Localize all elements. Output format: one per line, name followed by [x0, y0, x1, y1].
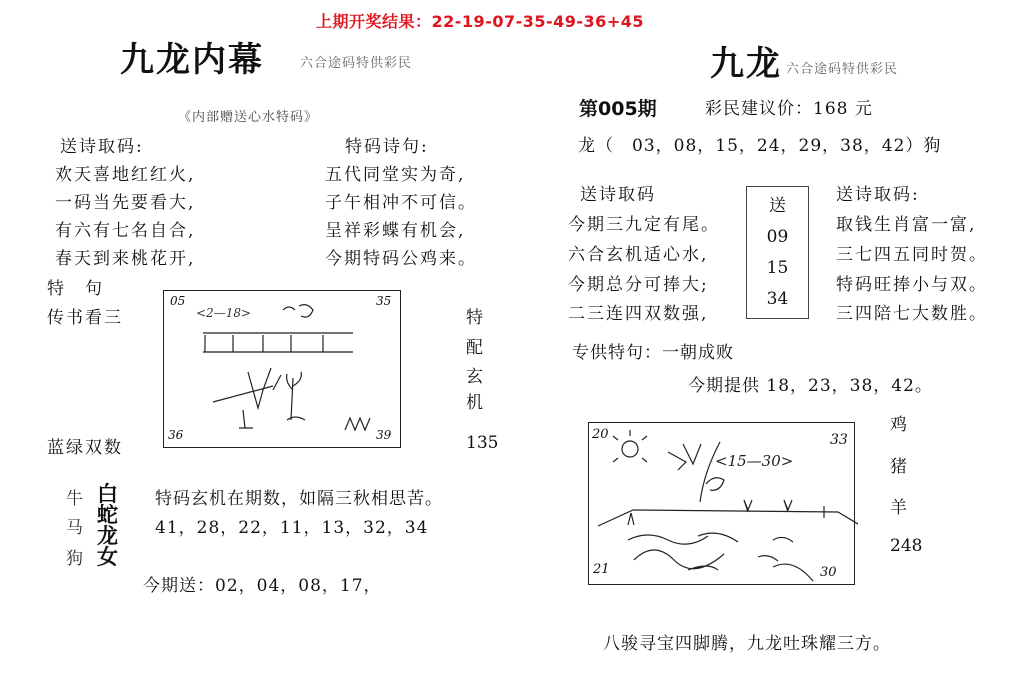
special-phrase: 传书看三	[47, 308, 123, 328]
right-subtitle: 六合途码特供彩民	[786, 62, 899, 77]
drawing-corner-br: 39	[376, 428, 392, 442]
right-title: 九龙	[710, 44, 782, 84]
special-poem-line: 子午相冲不可信。	[325, 193, 477, 213]
drawing-annotation: <15—30>	[715, 452, 794, 470]
zodiac-col2-char: 女	[97, 544, 118, 569]
issue-number: 第005期	[579, 98, 657, 120]
left-subtitle: 六合途码特供彩民	[300, 56, 413, 71]
drawing-corner-tl: 20	[592, 427, 609, 442]
side-vertical-char: 羊	[890, 498, 909, 518]
special-poem-line: 五代同堂实为奇,	[325, 165, 466, 185]
send-poem-heading: 送诗取码:	[60, 137, 144, 157]
right-poem-left-line: 二三连四双数强,	[568, 304, 709, 324]
price: 彩民建议价：168 元	[705, 99, 873, 119]
left-section-title: 《内部赠送心水特码》	[178, 110, 319, 125]
zodiac-col1-char: 牛	[66, 489, 85, 509]
right-poem-right-line: 特码旺捧小与双。	[836, 275, 988, 295]
last-result-numbers: 22-19-07-35-49-36+45	[431, 12, 644, 31]
zodiac-col2-char: 龙	[97, 523, 118, 548]
range-line: 龙（ 03，08，15，24，29，38，42）狗	[578, 136, 942, 156]
drawing-corner-tl: 05	[170, 294, 186, 308]
side-number: 135	[466, 433, 499, 453]
right-poem-left-line: 今期总分可捧大;	[568, 275, 709, 295]
drawing-corner-tr: 35	[376, 294, 392, 308]
send-poem-line: 有六有七名自合,	[55, 221, 196, 241]
special-phrase-label: 特 句	[47, 279, 104, 299]
numbers-line: 41，28，22，11，13，32，34	[155, 518, 429, 538]
zodiac-col1-char: 马	[66, 518, 85, 538]
send-box-number: 15	[766, 258, 789, 278]
this-issue-send: 今期送：02，04，08，17，	[143, 576, 382, 596]
last-result-label: 上期开奖结果：	[316, 12, 432, 31]
zodiac-col2-char: 蛇	[97, 502, 118, 527]
drawing-corner-tr: 33	[830, 432, 848, 448]
color-hint: 蓝绿双数	[47, 438, 123, 458]
closing-verse: 八骏寻宝四脚腾，九龙吐珠耀三方。	[603, 634, 891, 654]
this-issue-offer: 今期提供 18，23，38，42。	[688, 376, 933, 396]
right-poem-left-heading: 送诗取码	[580, 185, 656, 205]
right-special-phrase: 专供特句：一朝成败	[572, 343, 734, 363]
drawing-annotation: <2—18>	[196, 306, 252, 320]
send-box-label: 送	[769, 196, 786, 216]
right-poem-right-line: 取钱生肖富一富,	[836, 215, 977, 235]
right-poem-left-line: 今期三九定有尾。	[568, 215, 720, 235]
side-vertical-char: 机	[466, 393, 485, 413]
zodiac-col2-char: 白	[97, 481, 118, 506]
send-poem-line: 欢天喜地红红火,	[55, 165, 196, 185]
send-box-number: 09	[766, 227, 789, 247]
side-vertical-char: 配	[466, 338, 485, 358]
send-poem-line: 一码当先要看大,	[55, 193, 196, 213]
special-poem-line: 今期特码公鸡来。	[325, 249, 477, 269]
drawing-corner-br: 30	[820, 565, 837, 580]
special-poem-line: 呈祥彩蝶有机会,	[325, 221, 466, 241]
drawing-corner-bl: 21	[593, 562, 610, 577]
send-box	[746, 186, 809, 319]
left-title: 九龙内幕	[120, 40, 264, 80]
right-poem-right-heading: 送诗取码:	[836, 185, 920, 205]
side-vertical-char: 鸡	[890, 415, 909, 435]
side-vertical-char: 特	[466, 308, 485, 328]
side-vertical-char: 猪	[890, 457, 909, 477]
send-poem-line: 春天到来桃花开,	[55, 249, 196, 269]
side-number: 248	[890, 536, 923, 556]
right-poem-right-line: 三七四五同时贺。	[836, 245, 988, 265]
right-poem-left-line: 六合玄机适心水,	[568, 245, 709, 265]
last-result-banner	[316, 9, 644, 32]
side-vertical-char: 玄	[466, 367, 485, 387]
riddle-line: 特码玄机在期数，如隔三秋相思苦。	[155, 489, 443, 509]
zodiac-col1-char: 狗	[66, 549, 85, 569]
drawing-corner-bl: 36	[168, 428, 184, 442]
fence-plant-sketch-icon	[163, 290, 403, 450]
right-poem-right-line: 三四陪七大数胜。	[836, 304, 988, 324]
special-poem-heading: 特码诗句:	[345, 137, 429, 157]
sun-tree-river-sketch-icon	[588, 422, 858, 587]
send-box-number: 34	[766, 289, 789, 309]
